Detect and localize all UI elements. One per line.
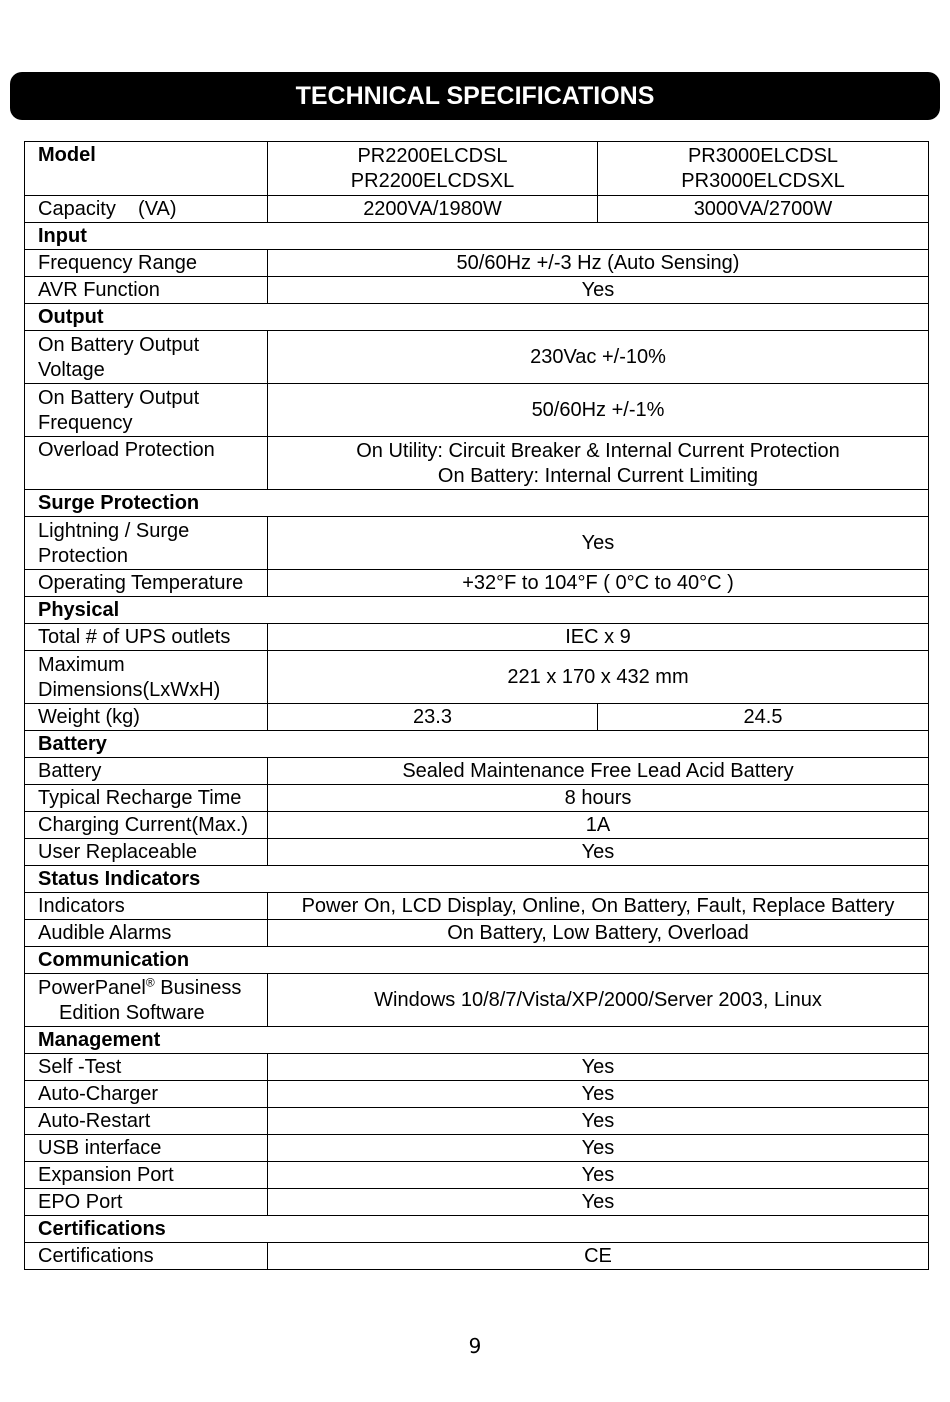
row-label: Auto-Restart — [25, 1108, 268, 1135]
table-row — [25, 1081, 929, 1108]
row-label: AVR Function — [25, 277, 268, 304]
row-label: Overload Protection — [25, 437, 268, 490]
row-value: Yes — [268, 1081, 929, 1108]
row-value: 50/60Hz +/-3 Hz (Auto Sensing) — [268, 250, 929, 277]
row-label: On Battery Output Voltage — [25, 331, 268, 384]
table-row — [25, 196, 929, 223]
row-value: On Utility: Circuit Breaker & Internal Current Protection On Battery: Internal Current Limiting — [268, 437, 929, 490]
row-label: Capacity (VA) — [25, 196, 268, 223]
row-value: Yes — [268, 839, 929, 866]
row-value: Yes — [268, 1162, 929, 1189]
row-label: On Battery Output Frequency — [25, 384, 268, 437]
model-b: PR3000ELCDSL PR3000ELCDSXL — [598, 142, 929, 196]
row-value: Sealed Maintenance Free Lead Acid Battery — [268, 758, 929, 785]
section-header: Surge Protection — [25, 490, 929, 517]
row-label: Battery — [25, 758, 268, 785]
row-value: 2200VA/1980W — [268, 196, 598, 223]
row-value: Power On, LCD Display, Online, On Battery, Fault, Replace Battery — [268, 893, 929, 920]
row-value: 230Vac +/-10% — [268, 331, 929, 384]
row-label: User Replaceable — [25, 839, 268, 866]
section-header: Battery — [25, 731, 929, 758]
row-value: Yes — [268, 277, 929, 304]
section-header: Management — [25, 1027, 929, 1054]
row-label: Frequency Range — [25, 250, 268, 277]
model-label: Model — [25, 142, 268, 196]
row-label: USB interface — [25, 1135, 268, 1162]
table-row — [25, 1054, 929, 1081]
row-label: Self -Test — [25, 1054, 268, 1081]
table-row — [25, 974, 929, 1027]
row-value: 24.5 — [598, 704, 929, 731]
section-header: Certifications — [25, 1216, 929, 1243]
row-value: Yes — [268, 1189, 929, 1216]
row-label: Indicators — [25, 893, 268, 920]
row-label: Charging Current(Max.) — [25, 812, 268, 839]
row-label: Expansion Port — [25, 1162, 268, 1189]
table-row — [25, 1135, 929, 1162]
row-value: 1A — [268, 812, 929, 839]
row-value: Yes — [268, 517, 929, 570]
table-row — [25, 277, 929, 304]
row-value: 221 x 170 x 432 mm — [268, 651, 929, 704]
page-title: TECHNICAL SPECIFICATIONS — [10, 72, 940, 120]
row-label: Auto-Charger — [25, 1081, 268, 1108]
row-label: PowerPanel® Business Edition Software — [25, 974, 268, 1027]
table-row — [25, 1108, 929, 1135]
table-row — [25, 785, 929, 812]
row-value: Yes — [268, 1135, 929, 1162]
row-value: +32°F to 104°F ( 0°C to 40°C ) — [268, 570, 929, 597]
model-a: PR2200ELCDSL PR2200ELCDSXL — [268, 142, 598, 196]
row-value: 23.3 — [268, 704, 598, 731]
row-value: 3000VA/2700W — [598, 196, 929, 223]
table-row — [25, 624, 929, 651]
table-row — [25, 1243, 929, 1270]
section-header: Physical — [25, 597, 929, 624]
row-value: Yes — [268, 1108, 929, 1135]
table-row — [25, 570, 929, 597]
table-row — [25, 1162, 929, 1189]
table-row — [25, 384, 929, 437]
page-number: 9 — [468, 1334, 482, 1358]
row-value: 50/60Hz +/-1% — [268, 384, 929, 437]
row-label: Typical Recharge Time — [25, 785, 268, 812]
table-row — [25, 704, 929, 731]
table-row — [25, 893, 929, 920]
table-row — [25, 758, 929, 785]
table-row — [25, 517, 929, 570]
row-value: Yes — [268, 1054, 929, 1081]
row-value: CE — [268, 1243, 929, 1270]
row-label: Maximum Dimensions(LxWxH) — [25, 651, 268, 704]
table-row — [25, 651, 929, 704]
table-row — [25, 920, 929, 947]
row-label: Operating Temperature — [25, 570, 268, 597]
section-header: Input — [25, 223, 929, 250]
table-row — [25, 1189, 929, 1216]
row-value: Windows 10/8/7/Vista/XP/2000/Server 2003, Linux — [268, 974, 929, 1027]
row-label: Audible Alarms — [25, 920, 268, 947]
table-row — [25, 839, 929, 866]
row-label: Total # of UPS outlets — [25, 624, 268, 651]
row-value: IEC x 9 — [268, 624, 929, 651]
table-row — [25, 437, 929, 490]
row-value: 8 hours — [268, 785, 929, 812]
row-label: Weight (kg) — [25, 704, 268, 731]
section-header: Status Indicators — [25, 866, 929, 893]
section-header: Output — [25, 304, 929, 331]
row-label: Certifications — [25, 1243, 268, 1270]
section-header: Communication — [25, 947, 929, 974]
table-row — [25, 250, 929, 277]
table-row — [25, 812, 929, 839]
row-label: EPO Port — [25, 1189, 268, 1216]
row-label: Lightning / Surge Protection — [25, 517, 268, 570]
table-row — [25, 331, 929, 384]
table-row — [25, 142, 929, 196]
spec-table — [24, 141, 929, 1270]
row-value: On Battery, Low Battery, Overload — [268, 920, 929, 947]
